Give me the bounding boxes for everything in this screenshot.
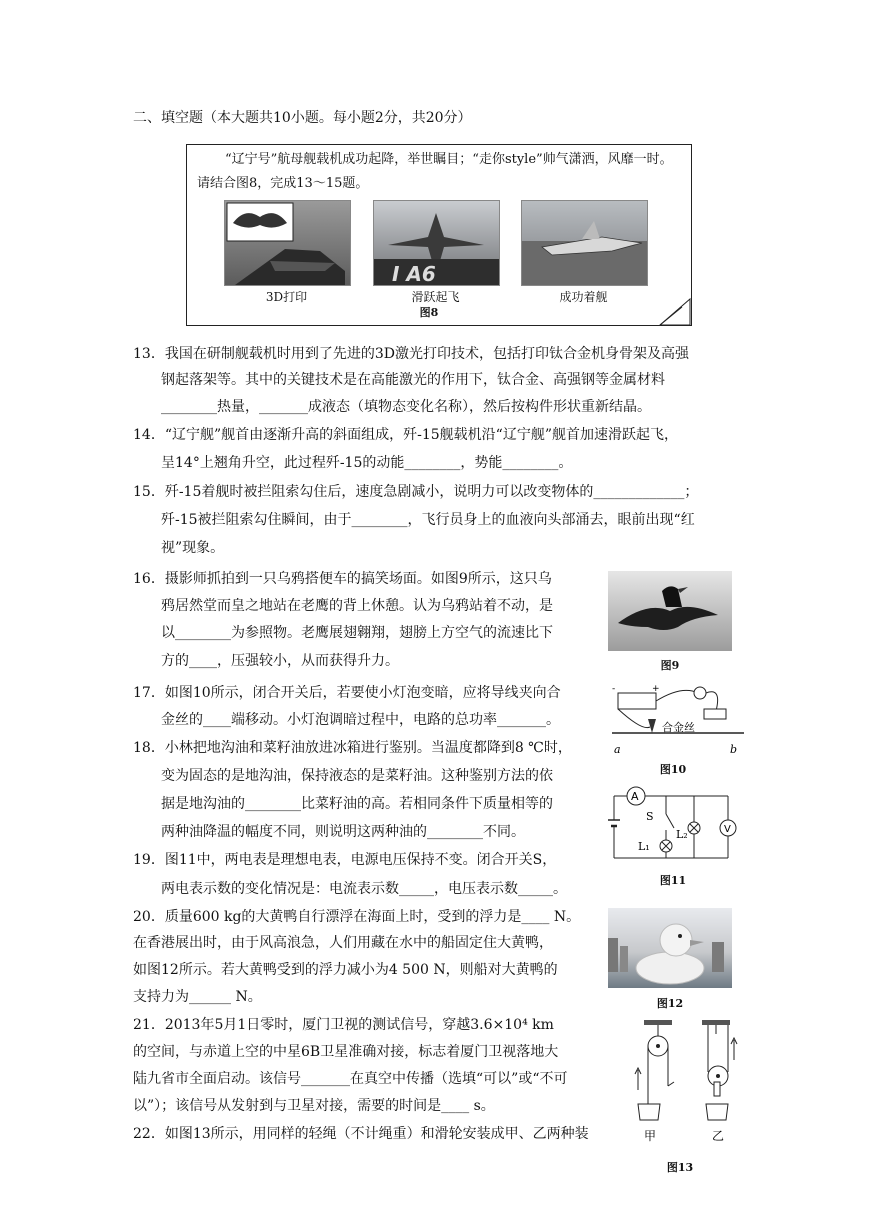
q15-line-3: 视”现象。 xyxy=(161,540,225,556)
q13-line-1: 13．我国在研制舰载机时用到了先进的3D激光打印技术，包括打印钛合金机身骨架及高强 xyxy=(133,346,689,362)
figure-11-label: 图11 xyxy=(659,874,687,887)
ceiling-right-icon xyxy=(702,1020,730,1025)
q21-line-4: 以”）；该信号从发射到与卫星对接，需要的时间是____ s。 xyxy=(133,1098,495,1114)
svg-text:-: - xyxy=(612,684,616,694)
figure-9-label: 图9 xyxy=(660,659,680,672)
photo-caption-2: 滑跃起飞 xyxy=(411,290,460,304)
q14-line-2: 呈14°上翘角升空，此过程歼-15的动能________，势能________。 xyxy=(161,455,573,471)
svg-text:+: + xyxy=(652,684,660,694)
figure-10-circuit xyxy=(612,681,747,756)
q16-line-2: 鸦居然堂而皇之地站在老鹰的背上休憩。认为乌鸦站着不动，是 xyxy=(161,598,553,614)
pull-arrow-left-icon xyxy=(635,1068,641,1090)
q21-line-1: 21．2013年5月1日零时，厦门卫视的测试信号，穿越3.6×10⁴ km xyxy=(133,1017,554,1033)
q19-line-1: 19．图11中，两电表是理想电表，电源电压保持不变。闭合开关S， xyxy=(133,852,557,868)
intro-line-1: “辽宁号”航母舰载机成功起降，举世瞩目；“走你style”帅气潇洒，风靡一时。 xyxy=(225,152,673,167)
pulley-left-label: 甲 xyxy=(644,1129,657,1143)
section-title: 二、填空题（本大题共10小题。每小题2分，共20分） xyxy=(133,110,472,126)
q17-line-2: 金丝的____端移动。小灯泡调暗过程中，电路的总功率_______。 xyxy=(161,712,560,728)
crow-on-eagle-photo xyxy=(608,571,732,651)
bulb-icon xyxy=(694,687,706,699)
3d-printed-jet-photo xyxy=(224,200,351,286)
ski-jump-takeoff-photo xyxy=(373,200,500,286)
q20-line-1: 20．质量600 kg的大黄鸭自行漂浮在海面上时，受到的浮力是____ N。 xyxy=(133,909,581,925)
q16-line-3: 以________为参照物。老鹰展翅翱翔，翅膀上方空气的流速比下 xyxy=(161,625,553,641)
battery-box-icon xyxy=(618,693,656,709)
q21-line-3: 陆九省市全面启动。该信号_______在真空中传播（选填“可以”或“不可 xyxy=(133,1071,568,1087)
page-curl-corner xyxy=(660,299,690,325)
q16-line-4: 方的____，压强较小，从而获得升力。 xyxy=(161,653,399,669)
q22-line-1: 22．如图13所示，用同样的轻绳（不计绳重）和滑轮安装成甲、乙两种装 xyxy=(133,1126,589,1142)
q21-line-2: 的空间，与赤道上空的中星6B卫星准确对接，标志着厦门卫视落地大 xyxy=(133,1044,559,1060)
end-a-label: a xyxy=(614,743,621,756)
ceiling-left-icon xyxy=(644,1020,672,1025)
figure-13-label: 图13 xyxy=(666,1161,694,1174)
figure-11-circuit xyxy=(608,786,738,862)
intro-box xyxy=(186,144,692,326)
q18-line-2: 变为固态的是地沟油，保持液态的是菜籽油。这种鉴别方法的依 xyxy=(161,768,553,784)
pull-arrow-right-icon xyxy=(731,1038,737,1060)
q15-line-1: 15．歼-15着舰时被拦阻索勾住后，速度急剧减小，说明力可以改变物体的_____________； xyxy=(133,484,699,500)
q16-line-1: 16．摄影师抓拍到一只乌鸦搭便车的搞笑场面。如图9所示，这只乌 xyxy=(133,571,552,587)
lamp-l1-label: L₁ xyxy=(638,840,650,853)
pulley-right-label: 乙 xyxy=(712,1129,725,1143)
switch-icon xyxy=(704,709,726,719)
q20-line-4: 支持力为______ N。 xyxy=(133,989,262,1005)
figure-13-pulleys xyxy=(630,1020,740,1160)
q15-line-2: 歼-15被拦阻索勾住瞬间，由于________，飞行员身上的血液向头部涌去，眼前出现“红 xyxy=(161,512,695,528)
alloy-wire-label: 合金丝 xyxy=(662,721,695,734)
q18-line-4: 两种油降温的幅度不同，则说明这两种油的________不同。 xyxy=(161,824,525,840)
ammeter-label: A xyxy=(631,790,639,803)
wire-clip-icon xyxy=(648,719,656,733)
photo-caption-3: 成功着舰 xyxy=(559,290,608,304)
q18-line-1: 18．小林把地沟油和菜籽油放进冰箱进行鉴别。当温度都降到8 ℃时， xyxy=(133,740,572,756)
end-b-label: b xyxy=(730,743,738,756)
q13-line-3: ________热量，_______成液态（填物态变化名称），然后按构件形状重新结晶。 xyxy=(161,399,651,415)
intro-line-2: 请结合图8，完成13～15题。 xyxy=(197,176,369,191)
photo-caption-1: 3D打印 xyxy=(265,290,308,304)
q14-line-1: 14．“辽宁舰”舰首由逐渐升高的斜面组成，歼-15舰载机沿“辽宁舰”舰首加速滑跃起飞， xyxy=(133,427,678,443)
figure-10-label: 图10 xyxy=(659,763,687,776)
q18-line-3: 据是地沟油的________比菜籽油的高。若相同条件下质量相等的 xyxy=(161,796,553,812)
q13-line-2: 钢起落架等。其中的关键技术是在高能激光的作用下，钛合金、高强钢等金属材料 xyxy=(161,372,665,388)
carrier-landing-photo xyxy=(521,200,648,286)
q20-line-3: 如图12所示。若大黄鸭受到的浮力减小为4 500 N，则船对大黄鸭的 xyxy=(133,962,558,978)
figure-12-label: 图12 xyxy=(656,997,684,1010)
q20-line-2: 在香港展出时，由于风高浪急，人们用藏在水中的船固定住大黄鸭， xyxy=(133,935,553,951)
switch-s-label: S xyxy=(646,810,654,823)
bucket-left-icon xyxy=(638,1104,660,1120)
q19-line-2: 两电表示数的变化情况是：电流表示数_____，电压表示数_____。 xyxy=(161,881,567,897)
svg-text:I A6: I A6 xyxy=(392,262,436,286)
lamp-l2-label: L₂ xyxy=(676,828,688,841)
q17-line-1: 17．如图10所示，闭合开关后，若要使小灯泡变暗，应将导线夹向合 xyxy=(133,685,561,701)
switch-s-icon xyxy=(666,814,674,828)
figure-8-label: 图8 xyxy=(419,306,439,319)
bucket-right-icon xyxy=(706,1104,728,1120)
voltmeter-label: V xyxy=(724,824,731,835)
rubber-duck-photo xyxy=(608,908,732,988)
